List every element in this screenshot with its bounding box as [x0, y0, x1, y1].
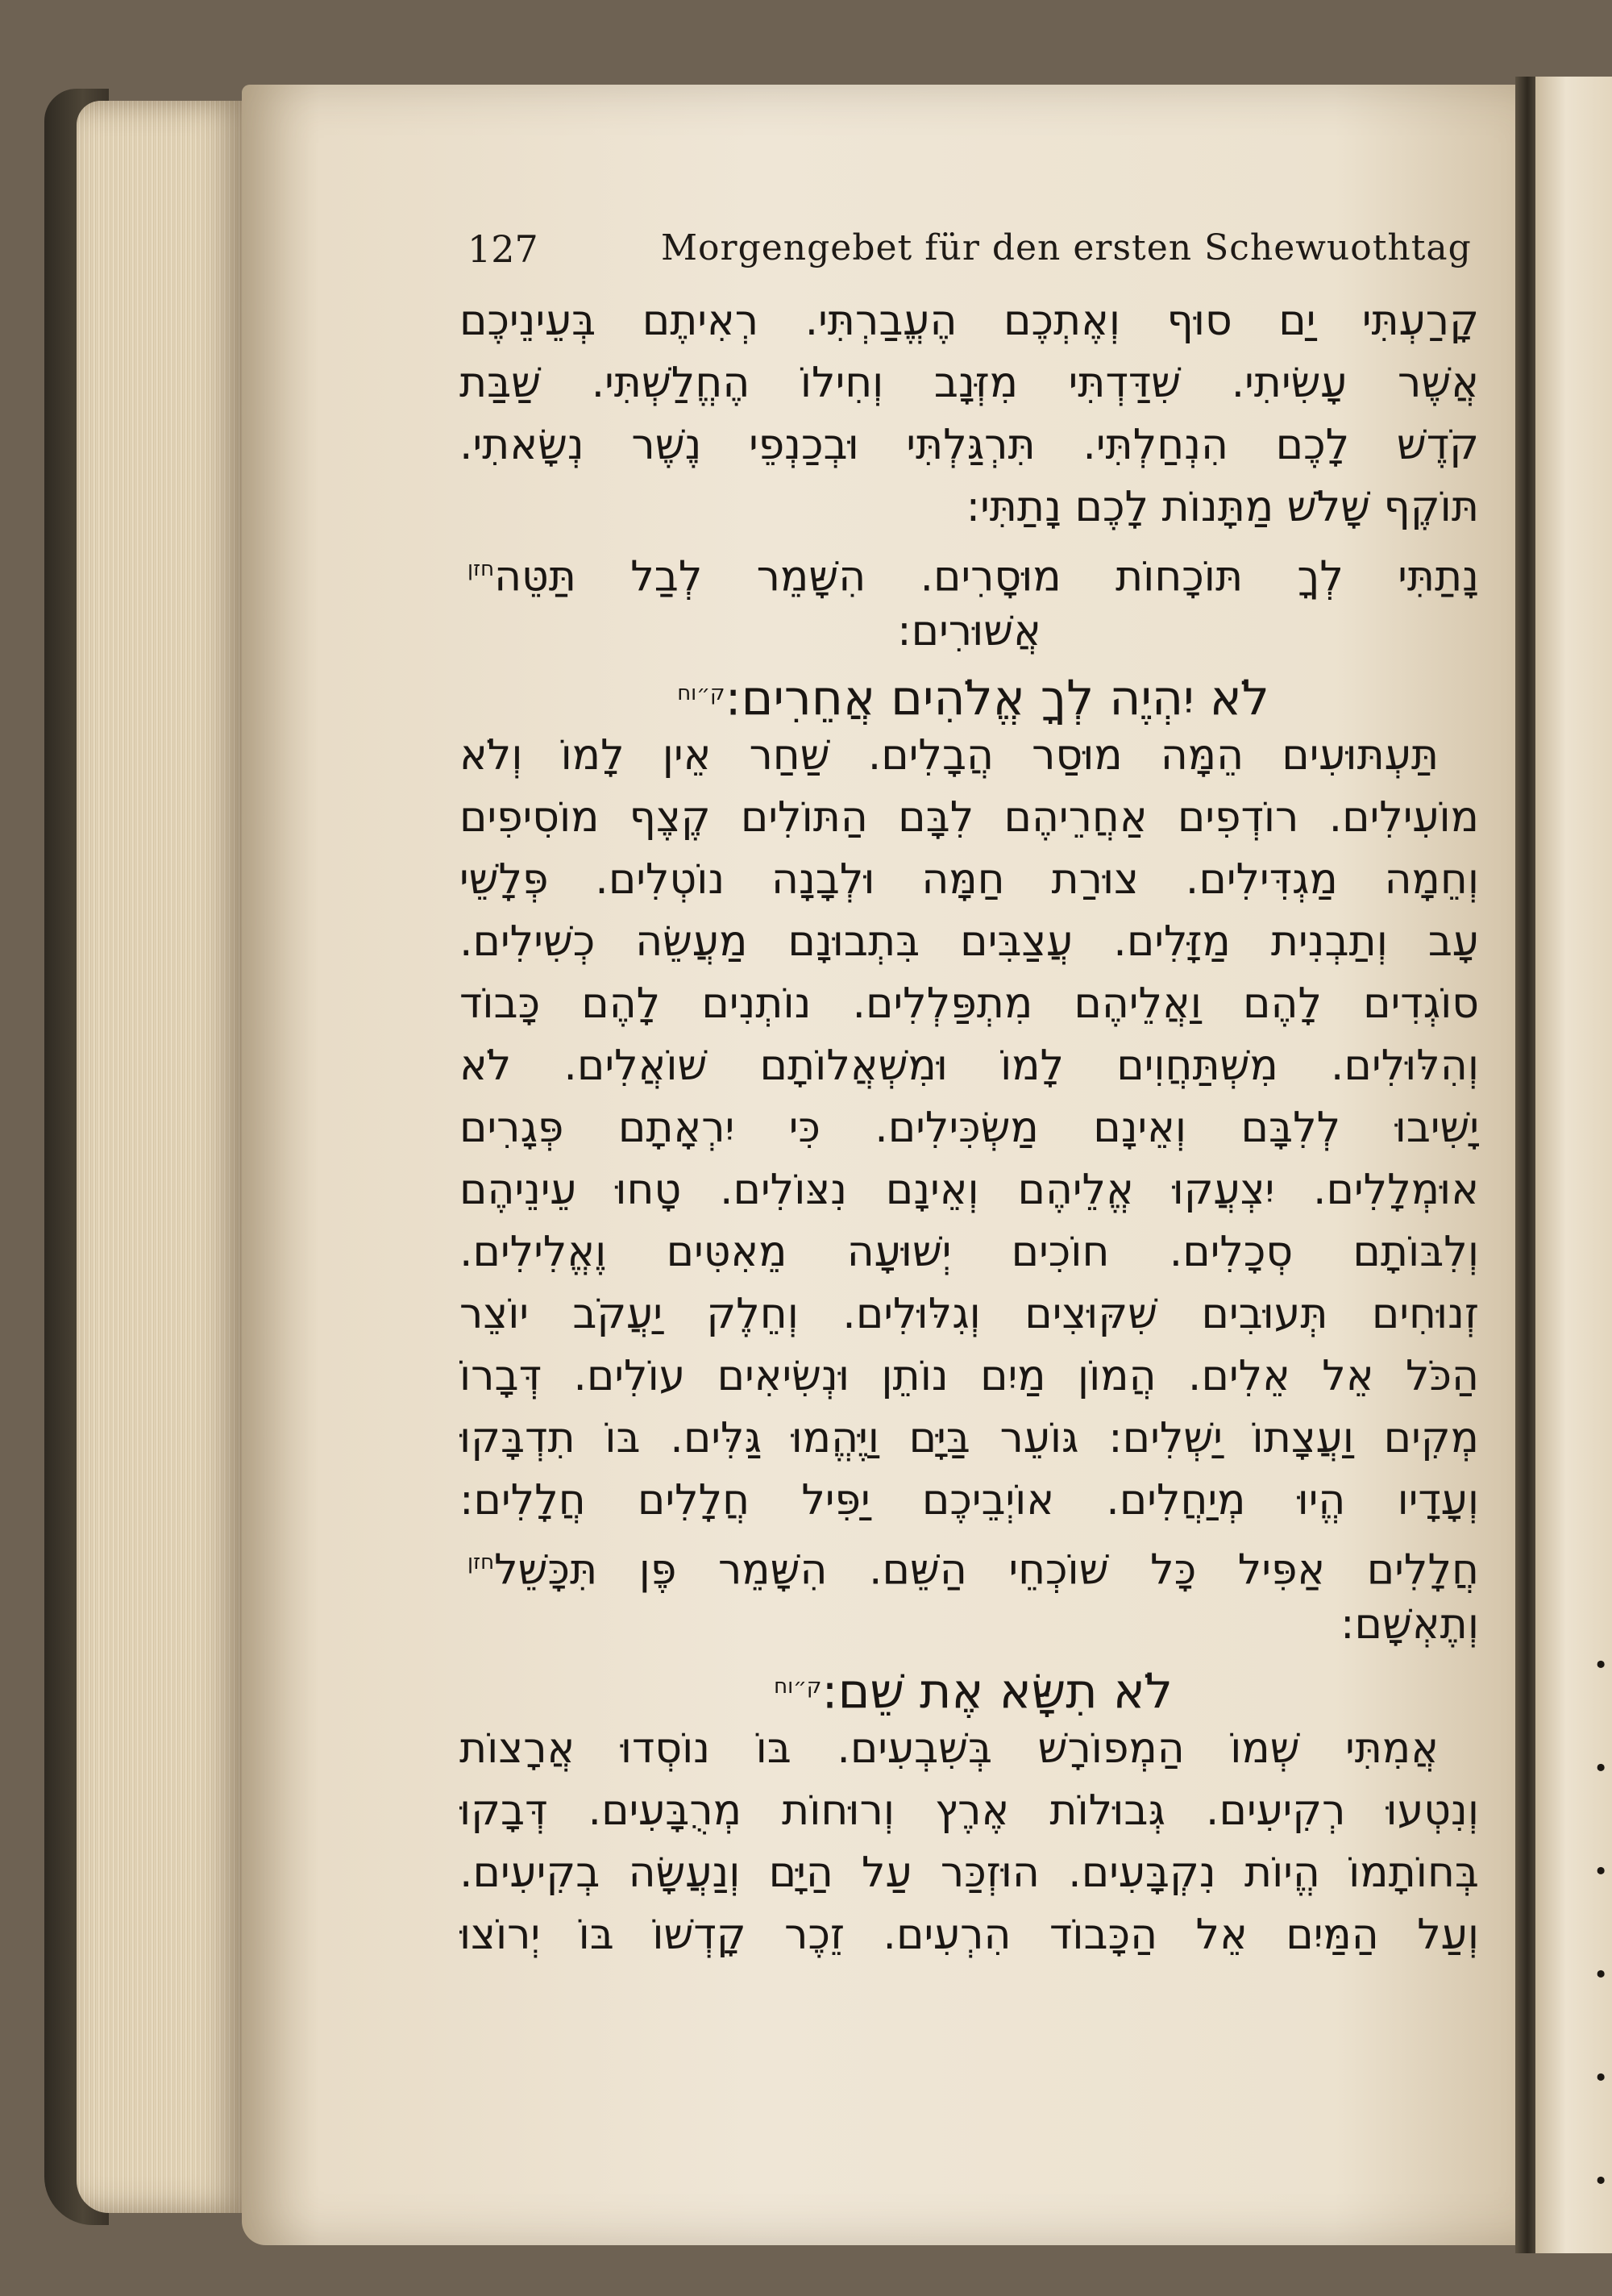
- text-line: וְעַל הַמַּיִם אֵל הַכָּבוֹד הִרְעִים. זֵכֶר קָדְשׁוֹ בּוֹ יְרוֹצוּ: [459, 1911, 1479, 1959]
- text-line: וְתֶאְשָׁם:: [1340, 1600, 1479, 1649]
- page-stack-edge: [77, 101, 246, 2213]
- facing-mark: .: [1592, 2131, 1610, 2197]
- text-line: מוֹעִילִים. רוֹדְפִים אַחֲרֵיהֶם לִבָּם הַתּוֹלִים קֶצֶף מוֹסִיפִים: [459, 793, 1479, 842]
- text-line-chazan: [459, 1532, 1479, 1594]
- heading-text: לֹא יִהְיֶה לְךָ אֱלֹהִים אֲחֵרִים:: [725, 670, 1269, 725]
- text-line: אֲמִתִּי שְׁמוֹ הַמְפוֹרָשׁ בְּשִׁבְעִים. בּוֹ נוֹסְדוּ אֲרָצוֹת: [459, 1724, 1439, 1773]
- page-number: 127: [467, 227, 538, 271]
- text-line: עָב וְתַבְנִית מַזָּלִים. עֲצַבִּים בִּתְבוּנָם מַעֲשֵׂה כְשִׁילִים.: [459, 917, 1479, 966]
- text-line: אֲשֶׁר עָשִׂיתִי. שִׁדַּדְתִּי מִזְּנָב וְחִילוֹ הֶחֱלַשְׁתִּי. שַׁבַּת: [459, 359, 1479, 407]
- facing-mark: .: [1592, 1821, 1610, 1887]
- text-line-chazan: [459, 539, 1479, 601]
- facing-mark: .: [1592, 1924, 1610, 1990]
- running-title: Morgengebet für den ersten Schewuothtag: [661, 227, 1472, 268]
- chazan-marker: חזן: [467, 557, 495, 581]
- facing-mark: .: [1592, 2028, 1610, 2094]
- kahal-chazan-marker: ק״וח: [677, 681, 725, 705]
- text-line: קָרַעְתִּי יַם סוּף וְאֶתְכֶם הֶעֱבַרְתִּי. רְאִיתֶם בְּעֵינֵיכֶם: [459, 297, 1479, 345]
- hebrew-text-block: [459, 290, 1479, 1966]
- text-line: וְעָדָיו הֱיוּ מְיַחֲלִים. אוֹיְבֵיכֶם יַפִּיל חֲלָלִים חֲלָלִים:: [459, 1476, 1479, 1524]
- line-text: נָתַתִּי לְךָ תּוֹכָחוֹת מוּסָרִים. הִשָּׁמֵר לְבַל תַּטֵּה: [494, 552, 1479, 601]
- text-line: סוֹגְדִים לָהֶם וַאֲלֵיהֶם מִתְפַּלְלִים. נוֹתְנִים לָהֶם כָּבוֹד: [459, 980, 1479, 1028]
- chazan-marker: חזן: [467, 1550, 495, 1574]
- text-line: יָשִׁיבוּ לְלִבָּם וְאֵינָם מַשְׂכִּילִים. כִּי יִרְאָתָם פְּגָרִים: [459, 1104, 1479, 1152]
- kahal-chazan-marker: ק״וח: [774, 1674, 822, 1699]
- text-line: אוּמְלָלִים. יִצְעֲקוּ אֱלֵיהֶם וְאֵינָם נִצּוֹלִים. טָחוּ עֵינֵיהֶם: [459, 1166, 1479, 1214]
- line-text: חֲלָלִים אַפִּיל כָּל שׁוֹכְחֵי הַשֵּׁם. הִשָּׁמֵר פֶּן תִּכָּשֵׁל: [494, 1545, 1479, 1594]
- facing-mark: .: [1592, 1615, 1610, 1681]
- text-line: וְהִלּוּלִים. מִשְׁתַּחֲוִים לָמוֹ וּמִשְׁאֲלוֹתָם שׁוֹאֲלִים. לֹא: [459, 1042, 1479, 1090]
- facing-page-marks: [1592, 1596, 1612, 2215]
- page-header: [467, 227, 1515, 284]
- text-line: הַכֹּל אֵל אֵלִים. הֲמוֹן מַיִם נוֹתֵן וּנְשִׂיאִים עוֹלִים. דְּבָרוֹ: [459, 1352, 1479, 1400]
- text-line: וְחֵמָה מַגְדִּילִים. צוּרַת חַמָּה וּלְבָנָה נוֹטְלִים. פְּלָשֵׁי: [459, 855, 1479, 904]
- text-line: קֹדֶשׁ לָכֶם הִנְחַלְתִּי. תִּרְגַּלְתִּי וּבְכַנְפֵי נֶשֶׁר נְשָׂאתִי.: [459, 421, 1479, 469]
- text-line: תּוֹקֶף שָׁלֹשׁ מַתָּנוֹת לָכֶם נָתַתִּי:: [966, 483, 1479, 531]
- text-line: וְנִטְעוּ רְקִיעִים. גְּבוּלוֹת אֶרֶץ וְרוּחוֹת מְרֻבָּעִים. דְּבָקוּ: [459, 1786, 1479, 1835]
- commandment-heading: [459, 663, 1479, 725]
- text-line: תַּעְתּוּעִים הֵמָּה מוּסַר הֲבָלִים. שַׁחַר אֵין לָמוֹ וְלֹא: [459, 731, 1439, 780]
- text-line: זְנוּחִים תְּעוּבִים שִׁקּוּצִים וְגִלּוּלִים. וְחֵלֶק יַעֲקֹב יוֹצֵר: [459, 1290, 1479, 1338]
- heading-text: לֹא תִשָּׂא אֶת שֵׁם:: [821, 1663, 1173, 1718]
- text-line: מְקִים וַעֲצָתוֹ יַשְׁלִים: גּוֹעֵר בַּיָּם וַיֶּהֱמוּ גַּלִּים. בּוֹ תִדְבָּקוּ: [459, 1414, 1479, 1462]
- facing-mark: .: [1592, 1718, 1610, 1784]
- text-line: בְּחוֹתָמוֹ הֱיוֹת נִקְבָּעִים. הוּזְכַּר עַל הַיָּם וְנַעֲשָׂה בְקִיעִים.: [459, 1849, 1479, 1897]
- text-line: וְלִבּוֹתָם סְכָלִים. חוֹכִים יְשׁוּעָה מֵאִטִּים וֶאֱלִילִים.: [459, 1228, 1479, 1276]
- commandment-heading: [459, 1656, 1479, 1718]
- text-line: אֲשׁוּרִים:: [897, 607, 1041, 655]
